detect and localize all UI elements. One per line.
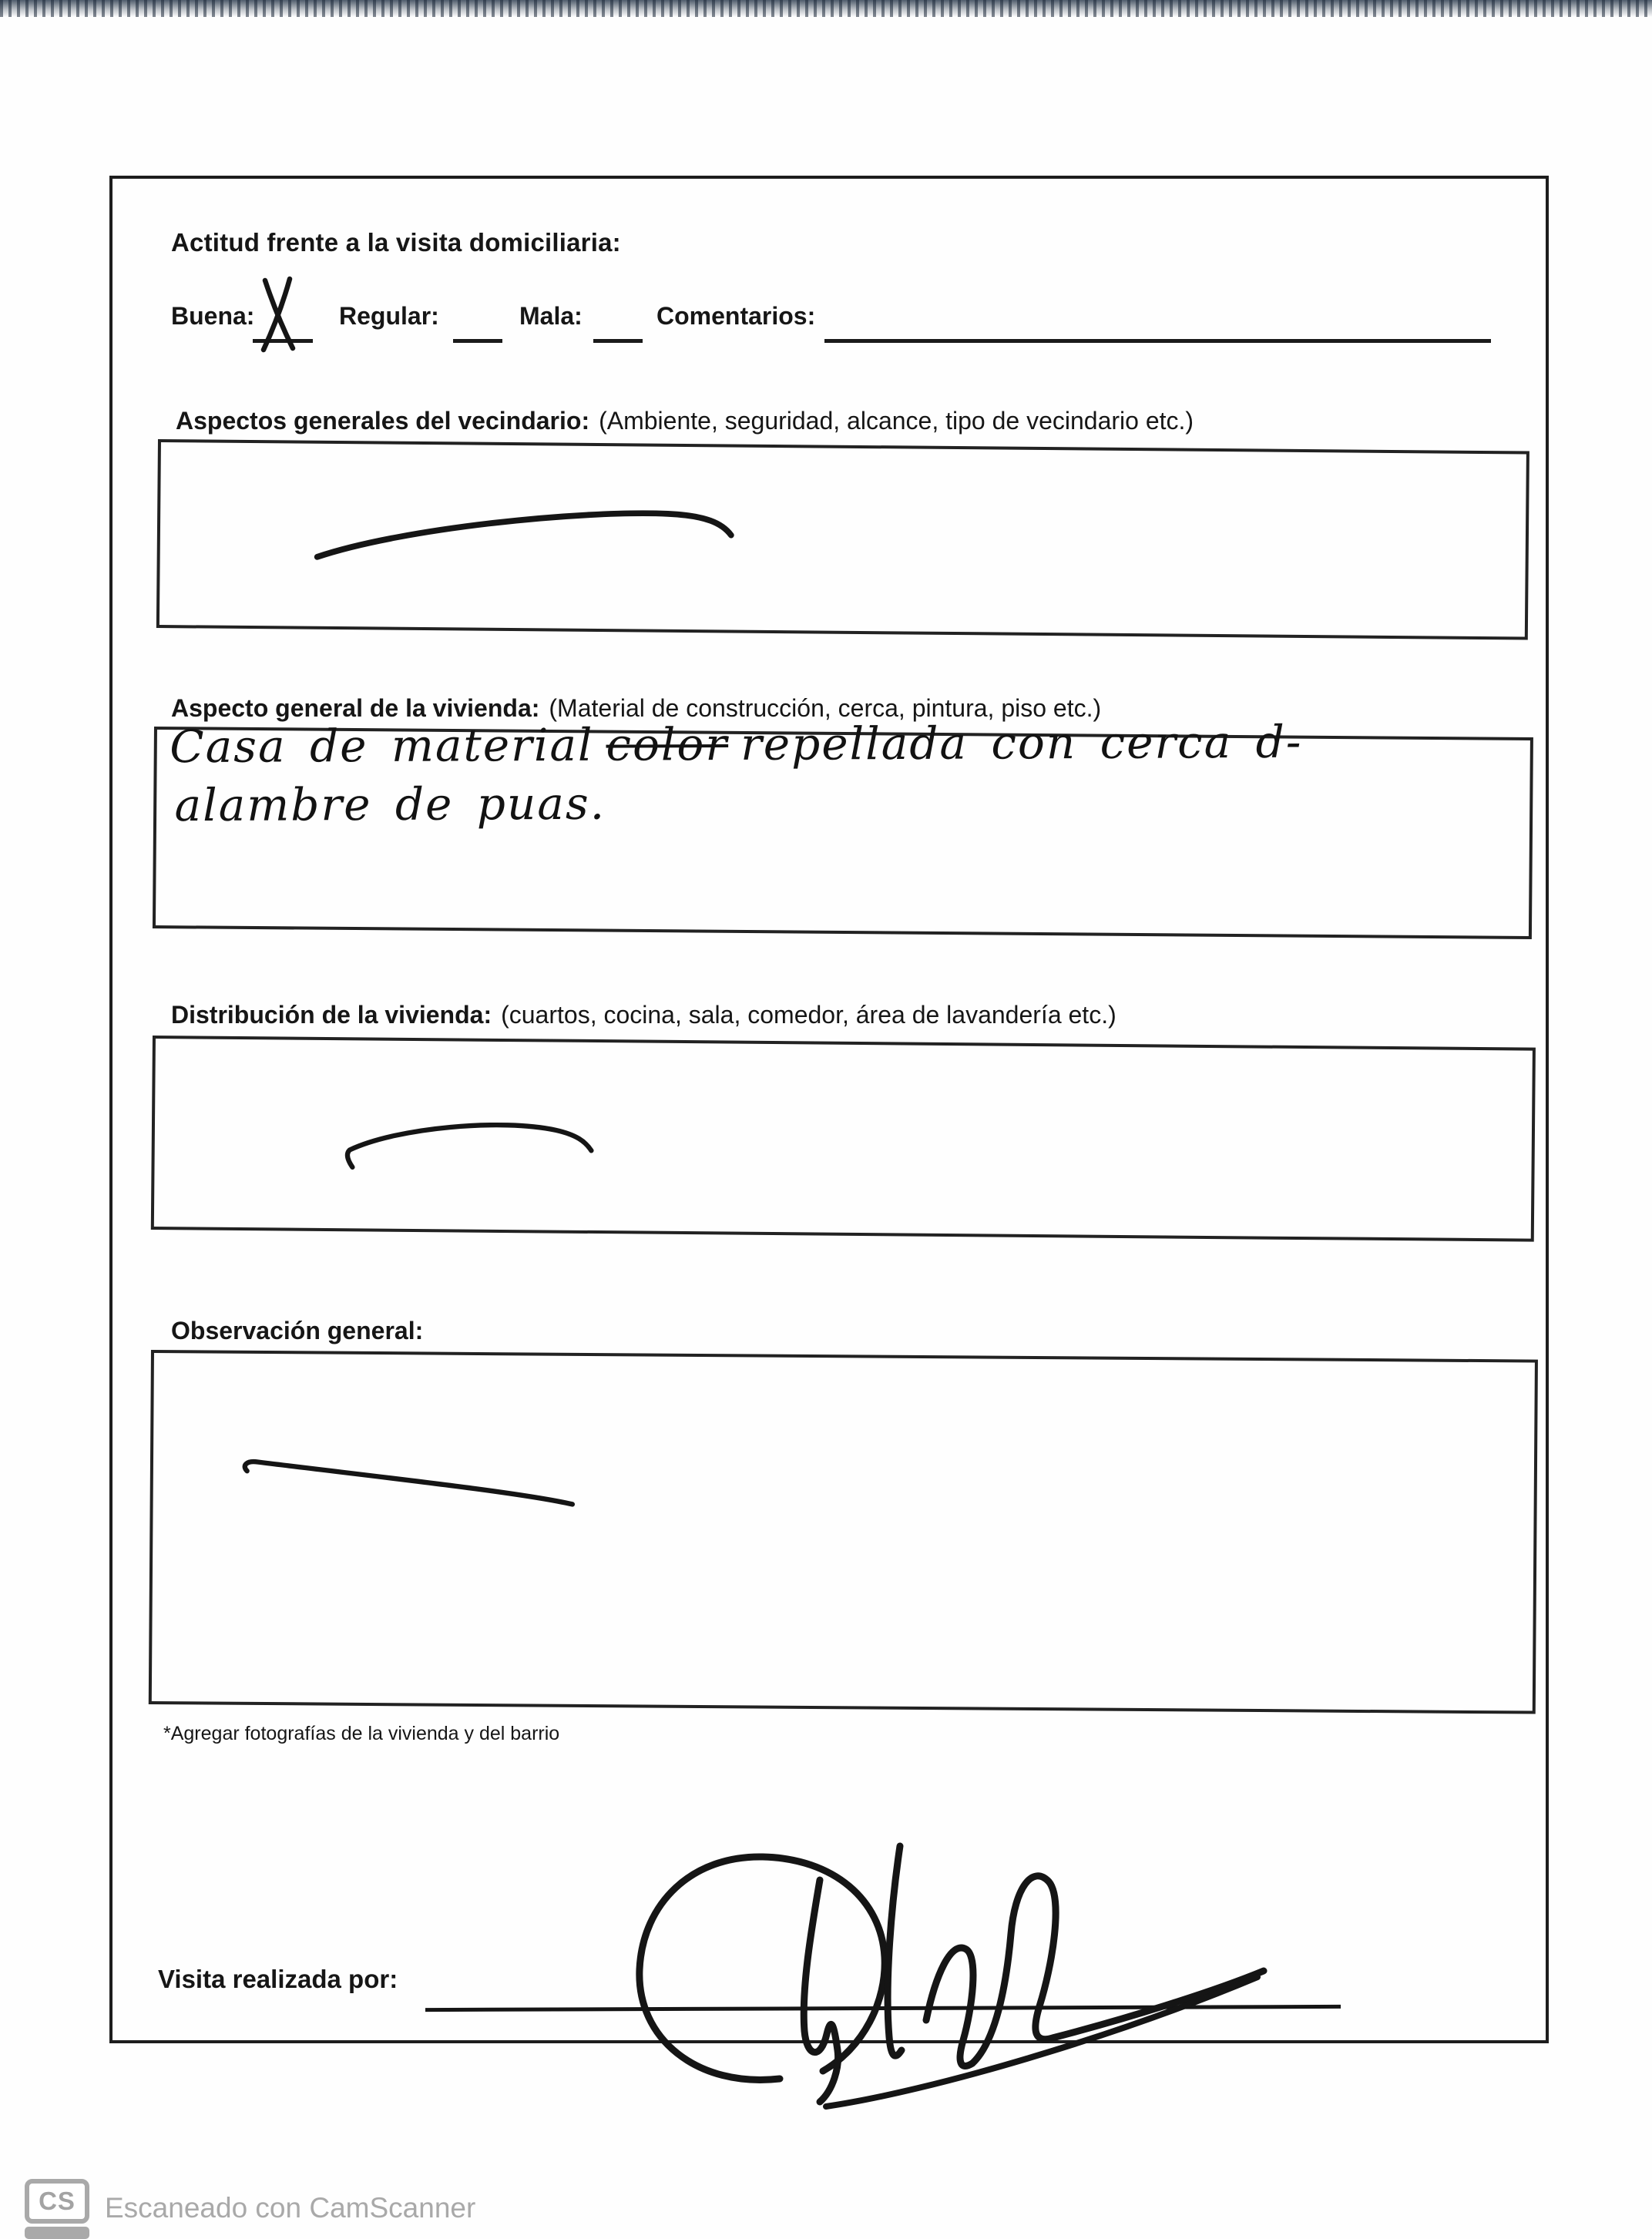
section-heading-vecindario — [176, 407, 1194, 435]
visited-by-label: Visita realizada por: — [158, 1965, 398, 1993]
vivienda-content-box — [153, 715, 1533, 939]
handwritten-x-mark — [257, 276, 302, 353]
section-hint-vivienda: (Material de construcción, cerca, pintura, piso etc.) — [549, 694, 1102, 722]
pen-stroke-observacion — [152, 1353, 1535, 1710]
section-title-observacion: Observación general: — [171, 1317, 424, 1344]
section-hint-distribucion: (cuartos, cocina, sala, comedor, área de lavandería etc.) — [501, 1001, 1116, 1029]
section-title-vivienda: Aspecto general de la vivienda: — [171, 694, 540, 722]
pen-stroke-distribucion — [154, 1039, 1533, 1239]
photos-footnote: *Agregar fotografías de la vivienda y del barrio — [163, 1723, 560, 1744]
signature-handwriting — [431, 1832, 1356, 2117]
attitude-row — [171, 302, 1550, 356]
pen-stroke-vecindario — [159, 442, 1526, 636]
blank-line-regular — [453, 302, 502, 343]
handwriting-line1-before: Casa de material — [170, 718, 594, 774]
section-heading-distribucion — [171, 1001, 1116, 1029]
blank-line-mala — [593, 302, 643, 343]
distribucion-content-box — [151, 1036, 1536, 1242]
section-heading-observacion — [171, 1317, 423, 1345]
section-title-vecindario: Aspectos generales del vecindario: — [176, 407, 590, 435]
scan-edge-artifact — [0, 0, 1652, 17]
attitude-title: Actitud frente a la visita domiciliaria: — [171, 228, 621, 257]
section-hint-vecindario: (Ambiente, seguridad, alcance, tipo de vecindario etc.) — [599, 407, 1194, 435]
section-title-distribucion: Distribución de la vivienda: — [171, 1001, 492, 1029]
vecindario-content-box — [156, 439, 1529, 640]
handwriting-struck-word: color — [606, 717, 729, 771]
option-label-buena: Buena: — [171, 302, 255, 330]
camscanner-logo — [25, 2179, 89, 2239]
handwriting-line1-after: repellada con cerca d- — [740, 715, 1303, 770]
comments-blank-line — [824, 302, 1491, 343]
handwriting-vivienda — [170, 711, 1526, 834]
comments-label: Comentarios: — [656, 302, 816, 330]
camscanner-caption: Escaneado con CamScanner — [105, 2192, 476, 2224]
cs-logo-bar — [25, 2227, 89, 2239]
cs-logo-text: CS — [25, 2179, 89, 2224]
option-label-regular: Regular: — [339, 302, 439, 330]
handwriting-line-2: alambre de puas. — [174, 777, 606, 832]
option-label-mala: Mala: — [519, 302, 583, 330]
observacion-content-box — [149, 1350, 1538, 1714]
handwriting-line-1 — [170, 711, 1526, 776]
